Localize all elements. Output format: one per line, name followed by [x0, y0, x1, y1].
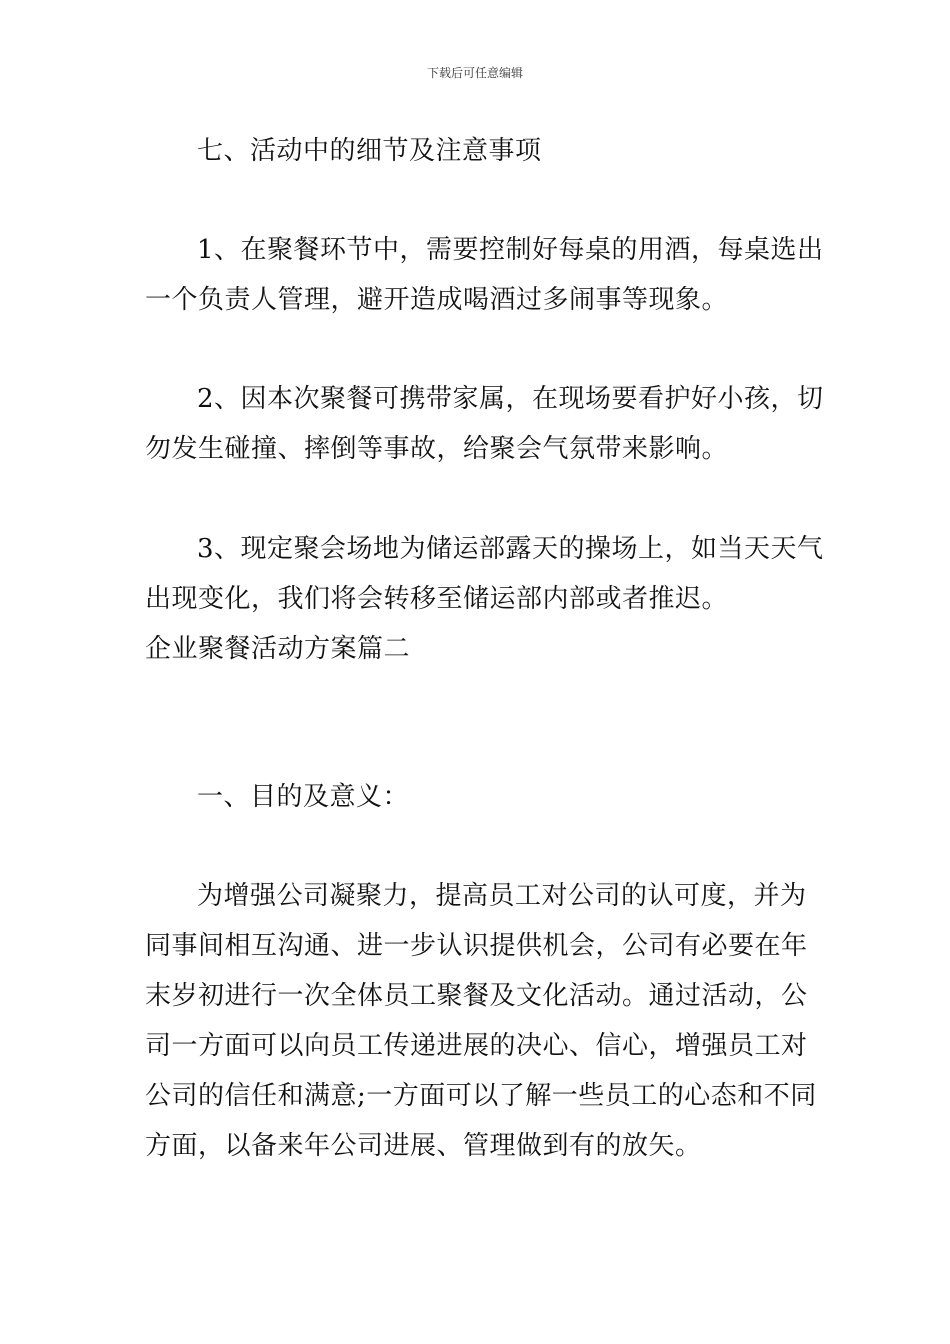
paragraph-line: 一个负责人管理，避开造成喝酒过多闹事等现象。: [145, 285, 729, 315]
paragraph-line: 出现变化，我们将会转移至储运部内部或者推迟。: [145, 584, 729, 614]
paragraph-line: 司一方面可以向员工传递进展的决心、信心，增强员工对: [145, 1031, 808, 1061]
paragraph-line: 方面，以备来年公司进展、管理做到有的放矢。: [145, 1131, 702, 1161]
paragraph-line: 为增强公司凝聚力，提高员工对公司的认可度，并为: [197, 881, 807, 911]
document-title: 企业聚餐活动方案篇二: [145, 634, 411, 664]
paragraph-line: 末岁初进行一次全体员工聚餐及文化活动。通过活动，公: [145, 981, 808, 1011]
paragraph-line: 同事间相互沟通、进一步认识提供机会，公司有必要在年: [145, 931, 808, 961]
paragraph-line: 公司的信任和满意;一方面可以了解一些员工的心态和不同: [145, 1081, 817, 1111]
section-heading: 一、目的及意义：: [197, 782, 410, 812]
paragraph-line: 3、现定聚会场地为储运部露天的操场上，如当天天气: [197, 534, 824, 564]
paragraph-line: 勿发生碰撞、摔倒等事故，给聚会气氛带来影响。: [145, 434, 729, 464]
page-header: 下载后可任意编辑: [426, 66, 523, 80]
paragraph-line: 1、在聚餐环节中，需要控制好每桌的用酒，每桌选出: [197, 235, 824, 265]
section-heading: 七、活动中的细节及注意事项: [197, 136, 542, 166]
paragraph-line: 2、因本次聚餐可携带家属，在现场要看护好小孩，切: [197, 384, 824, 414]
